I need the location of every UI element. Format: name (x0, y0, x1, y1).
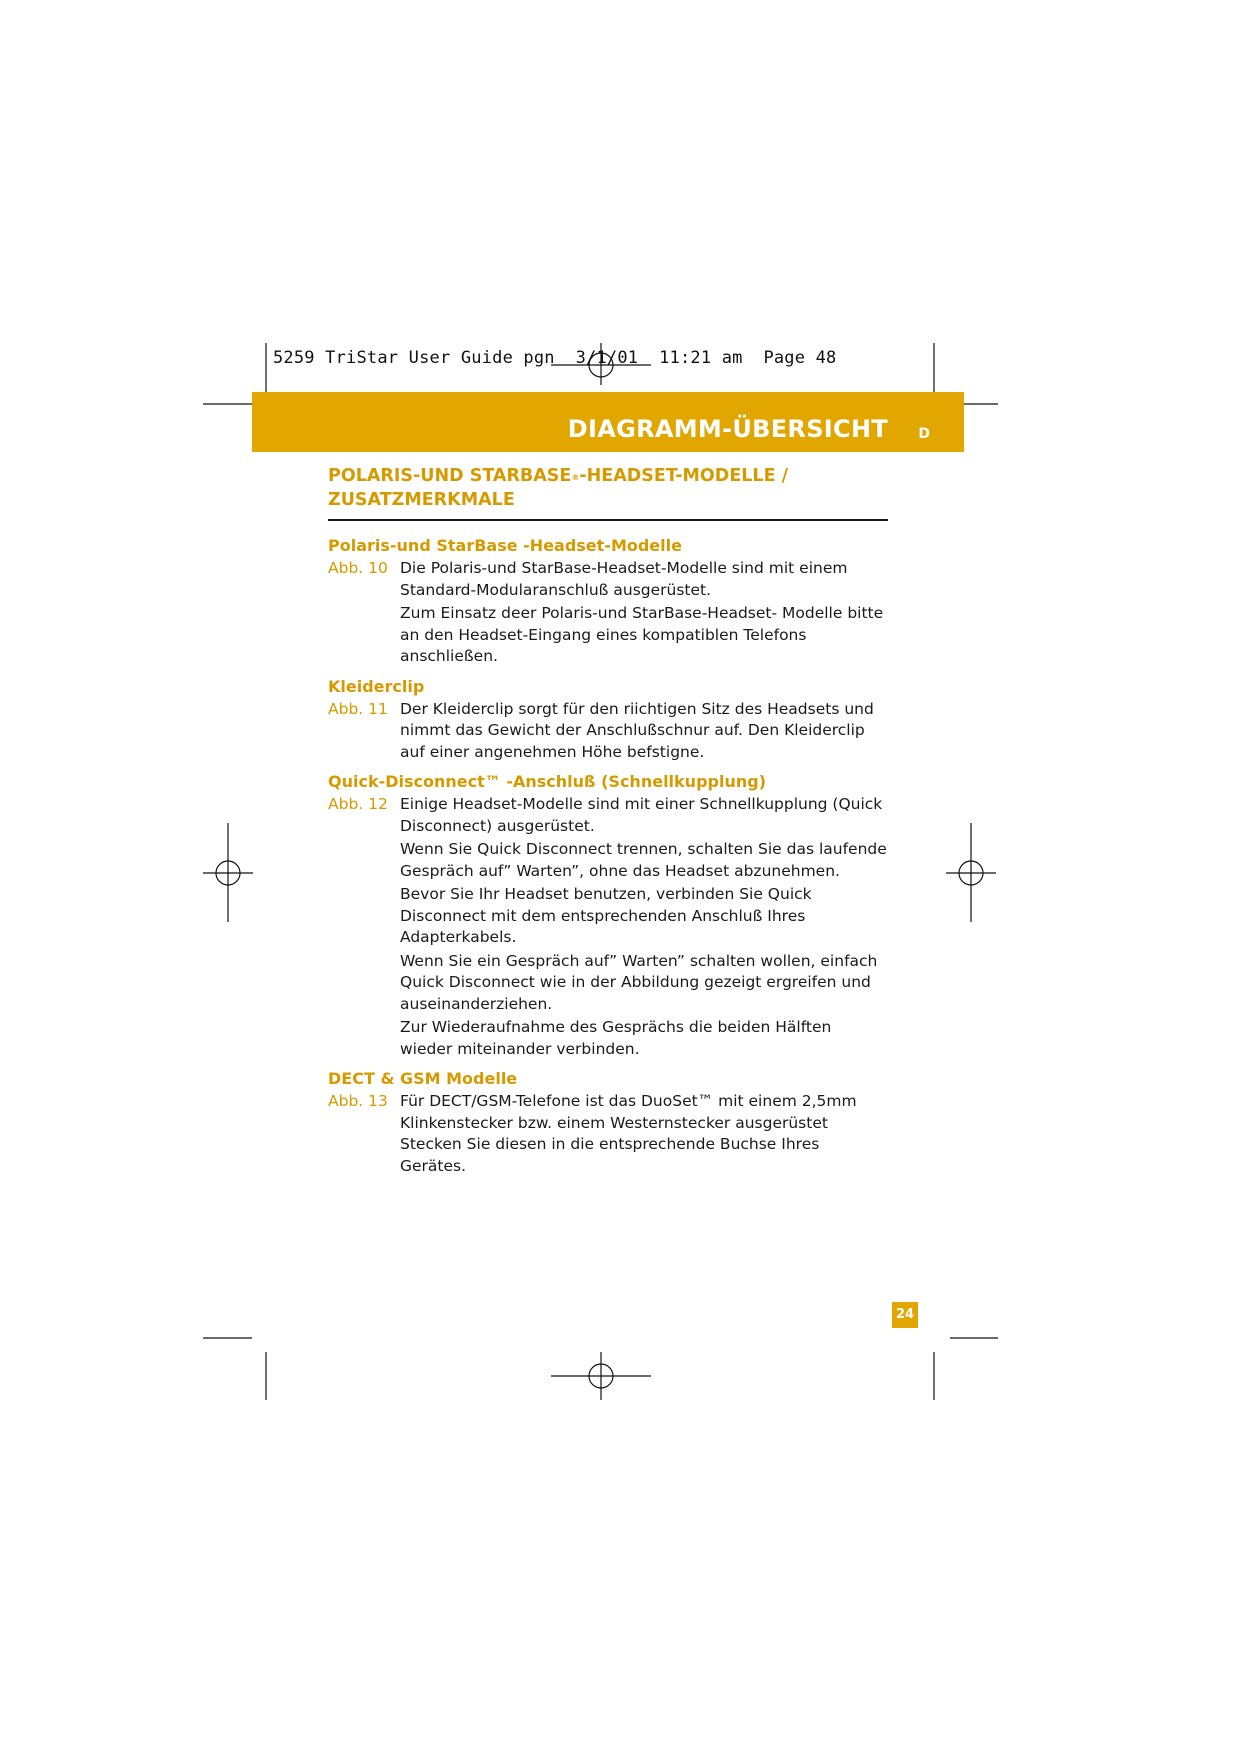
print-slug-line: 5259 TriStar User Guide pgn 3/1/01 11:21 am Page 48 (273, 348, 837, 368)
figure-reference: Abb. 11 (328, 699, 388, 718)
section-title: Kleiderclip (328, 676, 425, 696)
section-title: Polaris-und StarBase -Headset-Modelle (328, 536, 682, 555)
figure-reference: Abb. 13 (328, 1092, 388, 1110)
section-title: DECT & GSM Modelle (328, 1069, 518, 1088)
registered-mark: ® (571, 473, 580, 482)
page-title (328, 464, 888, 512)
paragraph: Wenn Sie Quick Disconnect trennen, schalten Sie das laufende Gespräch auf” Warten”, ohne das Headset abzunehmen. (400, 840, 887, 880)
section-polaris-starbase (328, 535, 888, 670)
paragraph: Zum Einsatz deer Polaris-und StarBase-Headset- Modelle bitte an den Headset-Eingang eines kompatiblen Telefons anschließen. (400, 604, 884, 665)
content-column (328, 464, 888, 1185)
paragraph: Der Kleiderclip sorgt für den riichtigen Sitz des Headsets und nimmt das Gewicht der Anschlußschnur auf. Den Kleiderclip auf einer angenehmen Höhe befstigne. (400, 699, 874, 761)
title-divider (328, 519, 888, 521)
figure-reference: Abb. 12 (328, 795, 388, 813)
section-quick-disconnect (328, 771, 888, 1062)
figure-reference: Abb. 10 (328, 559, 388, 577)
paragraph: Die Polaris-und StarBase-Headset-Modelle sind mit einem Standard-Modularanschluß ausgerüstet. (400, 559, 848, 599)
paragraph: Für DECT/GSM-Telefone ist das DuoSet™ mit einem 2,5mm Klinkenstecker bzw. einem Westernstecker ausgerüstet Stecken Sie diesen in die entsprechende Buchse Ihres Gerätes. (400, 1092, 857, 1175)
section-dect-gsm (328, 1068, 888, 1179)
paragraph: Bevor Sie Ihr Headset benutzen, verbinden Sie Quick Disconnect mit dem entsprechenden Anschluß Ihres Adapterkabels. (400, 885, 812, 946)
section-title: Quick-Disconnect™ -Anschluß (Schnellkupplung) (328, 772, 766, 791)
title-part-1: POLARIS-UND STARBASE (328, 466, 572, 486)
header-banner (252, 392, 964, 452)
paragraph: Zur Wiederaufnahme des Gesprächs die beiden Hälften wieder miteinander verbinden. (400, 1018, 832, 1058)
language-code: D (918, 426, 930, 442)
page-number-badge: 24 (892, 1302, 918, 1328)
paragraph: Einige Headset-Modelle sind mit einer Schnellkupplung (Quick Disconnect) ausgerüstet. (400, 795, 883, 835)
banner-title: DIAGRAMM-ÜBERSICHT (567, 415, 888, 443)
title-part-2: -HEADSET-MODELLE / ZUSATZMERKMALE (328, 466, 789, 510)
paragraph: Wenn Sie ein Gespräch auf” Warten” schalten wollen, einfach Quick Disconnect wie in der Abbildung gezeigt ergreifen und auseinanderziehen. (400, 951, 878, 1013)
section-kleiderclip (328, 676, 888, 766)
